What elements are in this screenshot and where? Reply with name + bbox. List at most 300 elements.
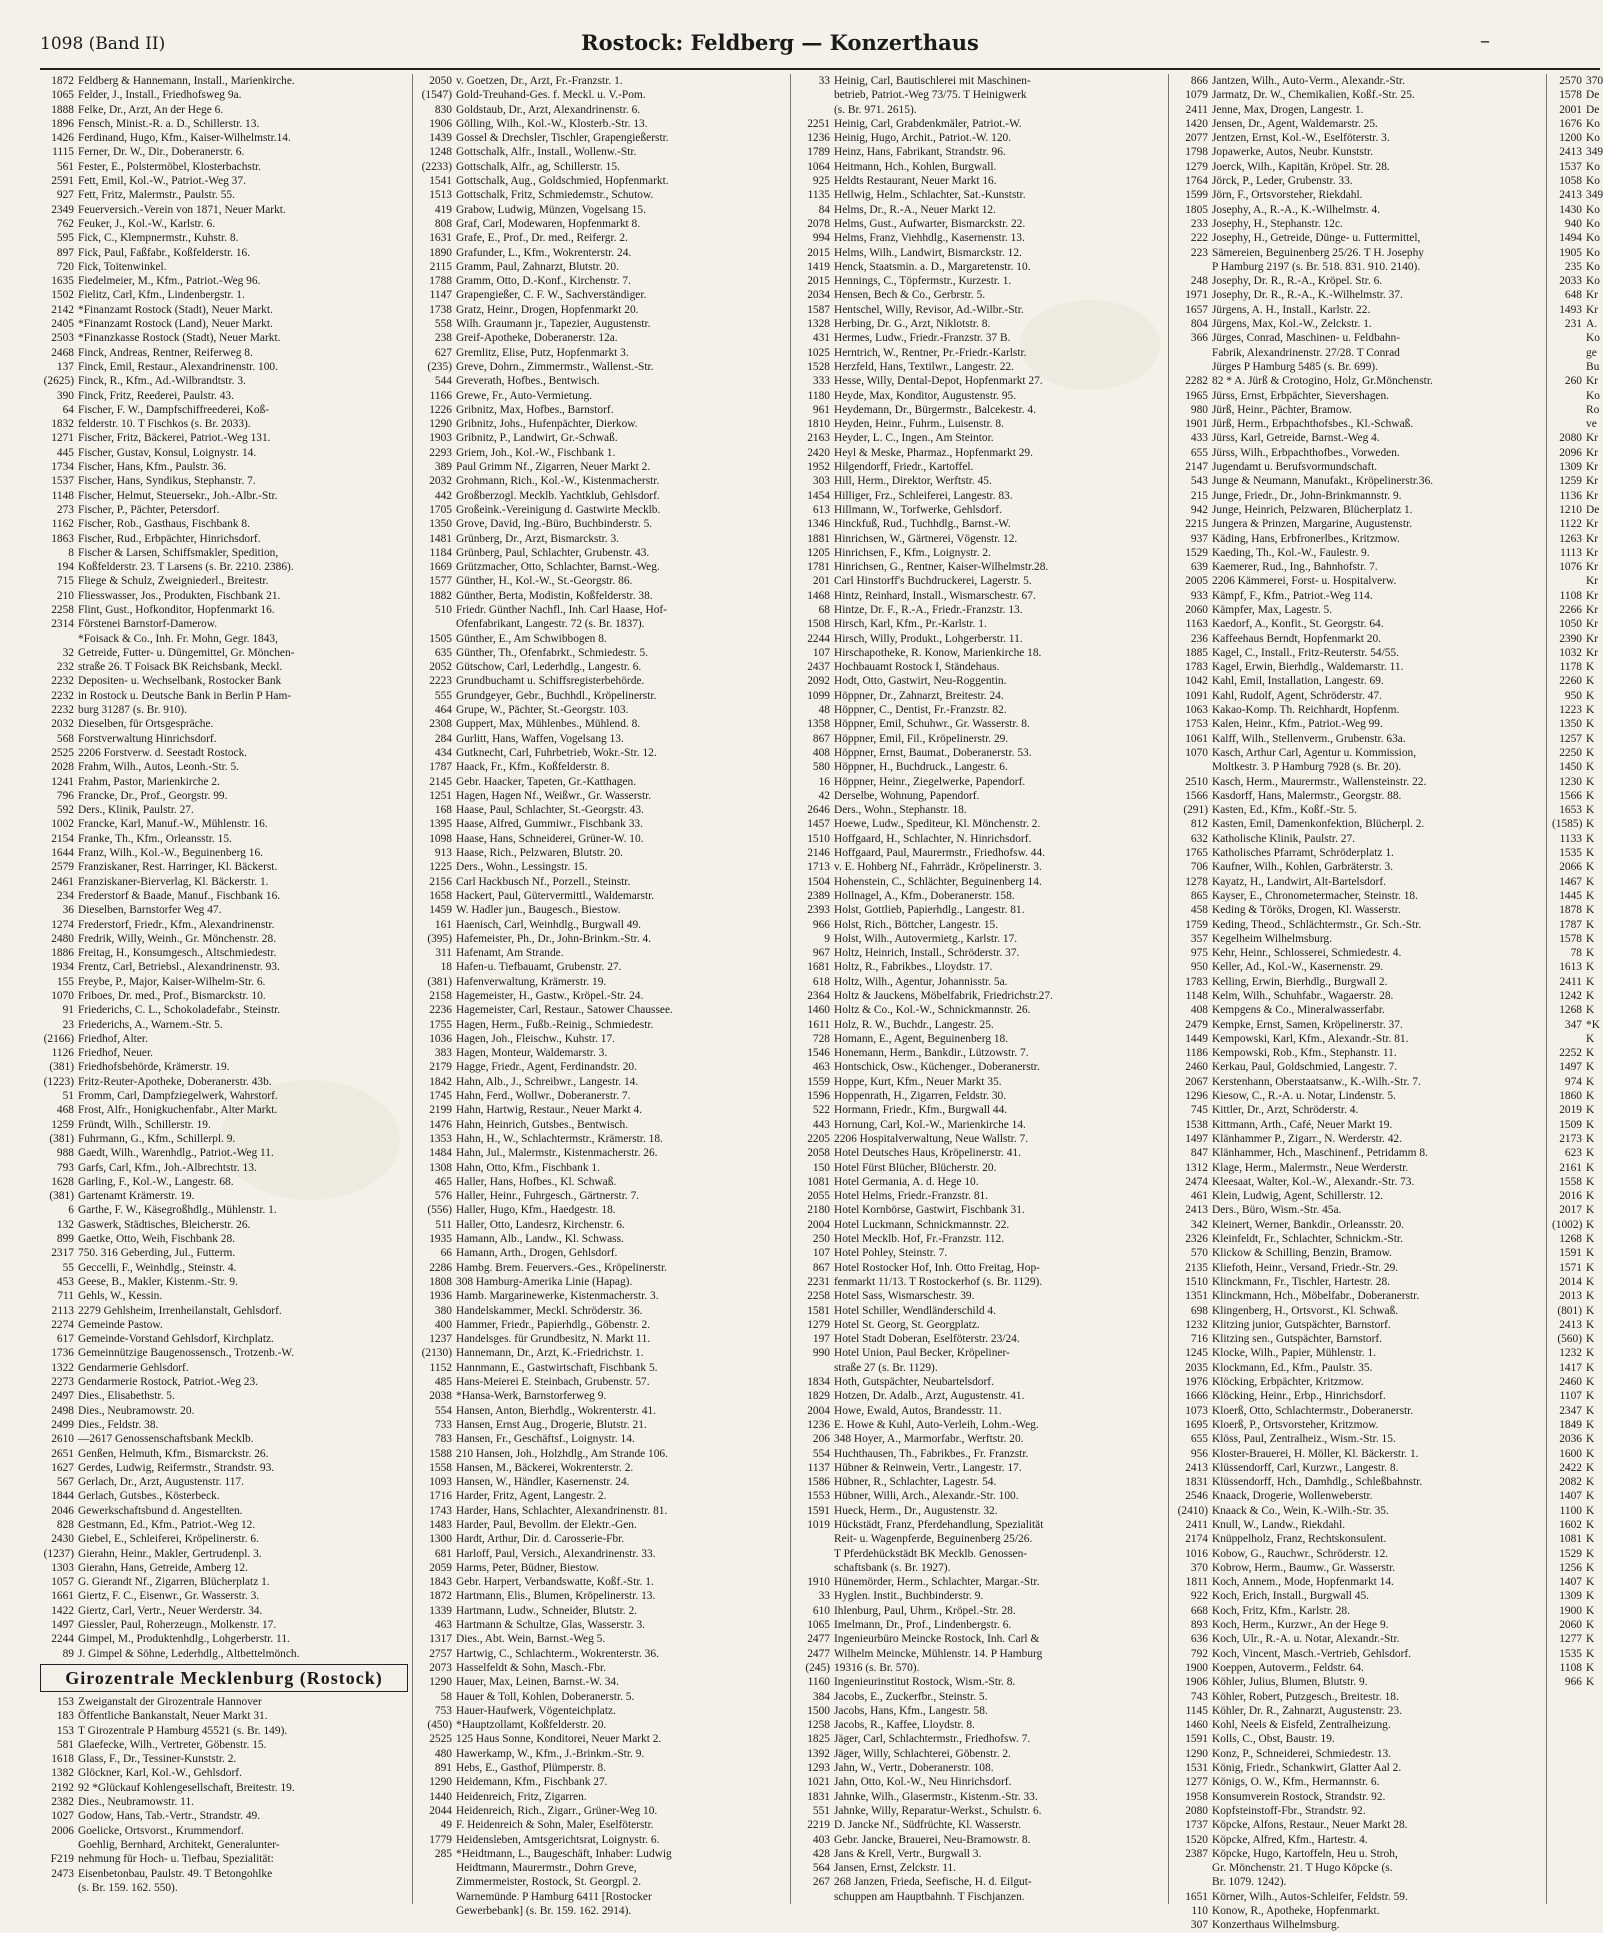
phone-number: 232 (56, 661, 74, 674)
directory-entry (418, 660, 786, 674)
directory-entry (1174, 403, 1542, 417)
directory-entry (796, 674, 1164, 688)
directory-entry (40, 574, 408, 588)
directory-entry (1552, 489, 1600, 503)
entry-text: Haller, Otto, Landesrz, Kirchenstr. 6. (456, 1218, 625, 1231)
directory-entry (1174, 1918, 1542, 1932)
phone-number: 273 (56, 503, 74, 516)
entry-text: Hahn, H., W., Schlachtermstr., Krämerstr. 18. (456, 1132, 663, 1145)
entry-text: K (1586, 1576, 1595, 1589)
directory-entry (1174, 460, 1542, 474)
entry-text: T Girozentrale P Hamburg 45521 (s. Br. 149). (78, 1724, 288, 1737)
directory-entry (418, 960, 786, 974)
entry-text: Hentschel, Willy, Revisor, Ad.-Wilbr.-Str. (834, 303, 1024, 316)
entry-text: Wilh. Graumann jr., Tapezier, Augustenstr. (456, 318, 651, 331)
directory-entry (40, 817, 408, 831)
entry-text: K (1586, 1504, 1595, 1517)
directory-entry (40, 589, 408, 603)
entry-text: Haller, Hans, Hofbes., Kl. Schwaß. (456, 1175, 617, 1188)
phone-number: 2231 (807, 1275, 830, 1288)
phone-number: 1695 (1185, 1418, 1208, 1431)
phone-number: 2156 (429, 875, 452, 888)
phone-number: 1236 (807, 1418, 830, 1431)
phone-number: 1599 (1185, 189, 1208, 202)
entry-text: Klitzing junior, Gutspächter, Barnstorf. (1212, 1318, 1391, 1331)
phone-number: 1460 (1185, 1719, 1208, 1732)
directory-entry (796, 775, 1164, 789)
entry-text: Huchthausen, Th., Fabrikbes., Fr. Franzstr. (834, 1447, 1029, 1460)
directory-entry (418, 1189, 786, 1203)
directory-entry (1174, 1675, 1542, 1689)
directory-entry (1174, 1561, 1542, 1575)
phone-number: 913 (434, 847, 452, 860)
phone-number: 2032 (429, 475, 452, 488)
phone-number: 1108 (1559, 589, 1582, 602)
phone-number: 865 (1190, 889, 1208, 902)
directory-entry (1174, 1461, 1542, 1475)
phone-number: 1808 (429, 1275, 452, 1288)
directory-entry (40, 489, 408, 503)
phone-number: 68 (818, 603, 830, 616)
directory-entry (1552, 1003, 1600, 1017)
directory-entry (796, 203, 1164, 217)
entry-text: Kr (1586, 561, 1599, 574)
phone-number: 990 (812, 1347, 830, 1360)
directory-entry (1174, 1861, 1542, 1875)
directory-entry (418, 1575, 786, 1589)
entry-text: Greve, Dohrn., Zimmermstr., Wallenst.-Str. (456, 360, 654, 373)
directory-entry (1174, 88, 1542, 102)
phone-number: 942 (1190, 503, 1208, 516)
phone-number: 183 (56, 1710, 74, 1723)
phone-number: 1783 (1185, 661, 1208, 674)
directory-entry (40, 717, 408, 731)
directory-entry (40, 1075, 408, 1089)
phone-number: 1065 (807, 1619, 830, 1632)
phone-number: 2232 (51, 689, 74, 702)
entry-text: K (1586, 1004, 1595, 1017)
directory-entry (418, 975, 786, 989)
directory-entry (418, 246, 786, 260)
phone-number: 2060 (1559, 1619, 1582, 1632)
phone-number: 2080 (1559, 432, 1582, 445)
entry-text: Reit- u. Wagenpferde, Beguinenberg 25/26. (834, 1533, 1033, 1546)
directory-entry (1174, 1003, 1542, 1017)
phone-number: 1242 (1559, 990, 1582, 1002)
entry-text: Jörn, F., Ortsvorsteher, Riekdahl. (1212, 189, 1363, 202)
entry-text: Ders., Wohn., Lessingstr. 15. (456, 861, 588, 874)
entry-text: Kerkau, Paul, Goldschmied, Langestr. 7. (1212, 1061, 1398, 1074)
phone-number: 2579 (51, 861, 74, 874)
entry-text: Hansen, Anton, Bierhdlg., Wokrenterstr. 41. (456, 1404, 657, 1417)
entry-text: K (1586, 861, 1595, 874)
entry-text: Hans-Meierei E. Steinbach, Grubenstr. 57. (456, 1376, 650, 1389)
entry-text: Koch, Fritz, Kfm., Karlstr. 28. (1212, 1604, 1350, 1617)
directory-entry (1174, 103, 1542, 117)
entry-text: Herzfeld, Hans, Textilwr., Langestr. 22. (834, 360, 1014, 373)
directory-entry (796, 274, 1164, 288)
entry-text: Kämpf, F., Kfm., Patriot.-Weg 114. (1212, 589, 1373, 602)
phone-number: 2591 (51, 175, 74, 188)
directory-entry (1174, 732, 1542, 746)
entry-text: Heinz, Hans, Fabrikant, Strandstr. 96. (834, 146, 1006, 159)
phone-number: (2166) (43, 1032, 74, 1045)
phone-number: 1591 (1559, 1247, 1582, 1260)
phone-number: 231 (1564, 318, 1582, 331)
directory-entry (40, 746, 408, 760)
directory-entry (796, 703, 1164, 717)
entry-text: Junge, Heinrich, Pelzwaren, Blücherplatz 1. (1212, 503, 1413, 516)
directory-entry (40, 1304, 408, 1318)
entry-text: Kegelheim Wilhelmsburg. (1212, 932, 1332, 945)
entry-text: Freybe, P., Major, Kaiser-Wilhelm-Str. 6. (78, 975, 266, 988)
entry-text: K (1586, 1233, 1595, 1246)
entry-text: Heldts Restaurant, Neuer Markt 16. (834, 175, 997, 188)
entry-text: Gratz, Heinr., Drogen, Hopfenmarkt 20. (456, 303, 639, 316)
directory-entry (1552, 1375, 1600, 1389)
phone-number: 1588 (429, 1447, 452, 1460)
entry-text: Höppner, C., Dentist, Fr.-Franzstr. 82. (834, 704, 1007, 717)
entry-text: Getreide, Futter- u. Düngemittel, Gr. Mönchen- (78, 646, 295, 659)
entry-text: Ko (1586, 246, 1600, 259)
directory-entry (1174, 1547, 1542, 1561)
phone-number: 1268 (1559, 1004, 1582, 1017)
phone-number: 1779 (429, 1833, 452, 1846)
directory-entry (796, 1060, 1164, 1074)
phone-number: 2250 (1559, 746, 1582, 759)
directory-entry (796, 1861, 1164, 1875)
entry-text: Hoffgaard, H., Schlachter, N. Hinrichsdorf. (834, 832, 1032, 845)
phone-number (796, 1532, 834, 1546)
directory-entry (1174, 1489, 1542, 1503)
entry-text: Klänhammer P., Zigarr., N. Werderstr. 42. (1212, 1132, 1402, 1145)
directory-entry (796, 1690, 1164, 1704)
entry-text: Haller, Hugo, Kfm., Haedgestr. 18. (456, 1204, 616, 1217)
entry-text: Knüppelholz, Franz, Rechtskonsulent. (1212, 1533, 1387, 1546)
phone-number: 32 (62, 646, 74, 659)
directory-entry (40, 1418, 408, 1432)
directory-entry (796, 1232, 1164, 1246)
phone-number: 570 (1190, 1247, 1208, 1260)
entry-text: Hillmann, W., Torfwerke, Gehlsdorf. (834, 503, 1002, 516)
entry-text: Freitag, H., Konsumgesch., Altschmiedestr. (78, 947, 277, 960)
entry-text: De (1586, 503, 1600, 516)
entry-text: Frost, Alfr., Honigkuchenfabr., Alter Markt. (78, 1104, 278, 1117)
entry-text: Konow, R., Apotheke, Hopfenmarkt. (1212, 1905, 1380, 1917)
directory-entry (1552, 760, 1600, 774)
entry-text: Fromm, Carl, Dampfziegelwerk, Wahrstorf. (78, 1090, 278, 1103)
phone-number: 1538 (1185, 1118, 1208, 1131)
directory-entry (1552, 975, 1600, 989)
directory-entry (1174, 846, 1542, 860)
phone-number: (560) (1557, 1333, 1582, 1346)
phone-number: 1036 (429, 1032, 452, 1045)
entry-text: Ders., Klinik, Paulstr. 27. (78, 804, 194, 817)
entry-text: v. E. Hohberg Nf., Fahrrädr., Kröpelinerstr. 3. (834, 861, 1042, 874)
directory-entry (1552, 1547, 1600, 1561)
directory-entry (796, 1875, 1164, 1889)
phone-number: (450) (427, 1719, 452, 1732)
directory-entry (40, 1781, 408, 1795)
directory-entry (418, 474, 786, 488)
directory-entry (796, 1189, 1164, 1203)
phone-number: 1658 (429, 889, 452, 902)
phone-number: 168 (434, 804, 452, 817)
directory-entry (1552, 174, 1600, 188)
phone-number: 564 (812, 1862, 830, 1875)
entry-text: Gewerbebank] (s. Br. 159. 162. 2914). (456, 1905, 632, 1917)
directory-entry (1174, 660, 1542, 674)
phone-number: 1137 (807, 1461, 830, 1474)
entry-text: Flint, Gust., Hofkonditor, Hopfenmarkt 16. (78, 603, 275, 616)
phone-number: 2413 (1559, 189, 1582, 202)
entry-text: Franke, Th., Kfm., Orleansstr. 15. (78, 832, 232, 845)
entry-text: Kobrow, Herm., Baumw., Gr. Wasserstr. (1212, 1561, 1396, 1574)
directory-entry (418, 1761, 786, 1775)
phone-number (1174, 346, 1212, 360)
phone-number: 1308 (429, 1161, 452, 1174)
phone-number: 419 (434, 203, 452, 216)
phone-number: 1309 (1559, 1590, 1582, 1603)
entry-text: K (1586, 961, 1595, 974)
entry-text: Jürss, Wilh., Erbpachthofbes., Vorweden. (1212, 446, 1400, 459)
directory-entry (40, 1547, 408, 1561)
phone-number: 2032 (51, 718, 74, 731)
phone-number: 1529 (1185, 546, 1208, 559)
directory-entry (1552, 589, 1600, 603)
phone-number (1552, 331, 1586, 345)
phone-number: 2080 (1185, 1804, 1208, 1817)
phone-number: 1900 (1559, 1604, 1582, 1617)
directory-entry (40, 674, 408, 688)
entry-text: Francke, Karl, Manuf.-W., Mühlenstr. 16. (78, 818, 268, 831)
entry-text: Kr (1586, 618, 1599, 631)
entry-text: Carl Hackbusch Nf., Porzell., Steinstr. (456, 875, 631, 888)
entry-text: Kahl, Rudolf, Agent, Schröderstr. 47. (1212, 689, 1382, 702)
phone-number: 1528 (807, 360, 830, 373)
directory-entry (796, 975, 1164, 989)
directory-entry (1174, 1732, 1542, 1746)
entry-text: Köpcke, Hugo, Kartoffeln, Heu u. Stroh, (1212, 1847, 1398, 1860)
directory-entry (40, 846, 408, 860)
phone-number: 408 (812, 746, 830, 759)
entry-text: Fiedelmeier, M., Kfm., Patriot.-Weg 96. (78, 275, 261, 288)
entry-text: Koch, Ulr., R.-A. u. Notar, Alexandr.-Str. (1212, 1633, 1400, 1646)
entry-text: Jürgens, Max, Kol.-W., Zelckstr. 1. (1212, 318, 1372, 331)
phone-number (796, 1890, 834, 1904)
phone-number: 1602 (1559, 1518, 1582, 1531)
directory-entry (796, 875, 1164, 889)
entry-text: Heinig, Hugo, Archit., Patriot.-W. 120. (834, 132, 1012, 145)
directory-entry (418, 145, 786, 159)
phone-number: 2413 (1185, 1461, 1208, 1474)
directory-entry (1174, 589, 1542, 603)
phone-number: 830 (434, 103, 452, 116)
directory-entry (796, 1604, 1164, 1618)
entry-text: Friedhof, Alter. (78, 1032, 148, 1045)
entry-text: Jacobs, R., Kaffee, Lloydstr. 8. (834, 1719, 975, 1732)
entry-text: Jentzen, Ernst, Kol.-W., Eselföterstr. 3. (1212, 132, 1390, 145)
directory-entry (796, 960, 1164, 974)
directory-entry (40, 217, 408, 231)
phone-number: 1091 (1185, 689, 1208, 702)
directory-entry (418, 532, 786, 546)
phone-number: 303 (812, 475, 830, 488)
phone-number: 2147 (1185, 461, 1208, 474)
directory-entry (1552, 1203, 1600, 1217)
directory-entry (1174, 1632, 1542, 1646)
phone-number: 1027 (51, 1810, 74, 1823)
directory-entry (1174, 74, 1542, 88)
phone-number: 975 (1190, 947, 1208, 960)
phone-number: 1734 (51, 461, 74, 474)
directory-entry (1174, 1761, 1542, 1775)
entry-text: Hafenverwaltung, Krämerstr. 19. (456, 975, 607, 988)
phone-number: 1831 (807, 1790, 830, 1803)
directory-entry (418, 1461, 786, 1475)
directory-entry (1174, 1847, 1542, 1861)
phone-number: 2651 (51, 1447, 74, 1460)
directory-entry (796, 1461, 1164, 1475)
phone-number: 655 (1190, 1433, 1208, 1446)
entry-text: Klöss, Paul, Zentralheiz., Wism.-Str. 15. (1212, 1433, 1396, 1446)
phone-number: 1493 (1559, 303, 1582, 316)
directory-entry (796, 1589, 1164, 1603)
phone-number: 581 (56, 1738, 74, 1751)
directory-entry (796, 1103, 1164, 1117)
entry-text: K (1586, 718, 1595, 731)
entry-text: Ko (1586, 232, 1600, 245)
directory-entry (1174, 389, 1542, 403)
phone-number: 1277 (1185, 1776, 1208, 1789)
directory-entry (418, 703, 786, 717)
entry-text: Fischer, Rob., Gasthaus, Fischbank 8. (78, 518, 250, 531)
entry-text: Francke, Dr., Prof., Georgstr. 99. (78, 789, 228, 802)
phone-number: 891 (434, 1762, 452, 1775)
entry-text: K (1586, 1104, 1595, 1117)
entry-text: Giebel, E., Schleiferei, Kröpelinerstr. 6. (78, 1533, 259, 1546)
phone-number: 613 (812, 503, 830, 516)
phone-number: 1611 (807, 1018, 830, 1031)
entry-text: Fischer & Larsen, Schiffsmakler, Spedition, (78, 546, 279, 559)
directory-entry (40, 1475, 408, 1489)
phone-number: 1430 (1559, 203, 1582, 216)
phone-number: 2019 (1559, 1104, 1582, 1117)
phone-number: 2161 (1559, 1161, 1582, 1174)
phone-number: 1860 (1559, 1090, 1582, 1103)
directory-entry (1552, 746, 1600, 760)
directory-entry (418, 1232, 786, 1246)
directory-entry (40, 660, 408, 674)
phone-number: 1736 (51, 1347, 74, 1360)
entry-text: Hilgendorff, Friedr., Kartoffel. (834, 461, 974, 474)
directory-entry (418, 274, 786, 288)
directory-entry (40, 532, 408, 546)
directory-entry (1552, 1046, 1600, 1060)
entry-text: K (1586, 1518, 1595, 1531)
phone-number: 2038 (429, 1390, 452, 1403)
phone-number: 1057 (51, 1576, 74, 1589)
entry-text: *Finanzkasse Rostock (Stadt), Neuer Markt. (78, 332, 281, 345)
phone-number: 592 (56, 804, 74, 817)
directory-entry (796, 1561, 1164, 1575)
directory-entry (418, 1046, 786, 1060)
phone-number: 1210 (1559, 503, 1582, 516)
directory-entry (1552, 918, 1600, 932)
directory-entry (796, 1647, 1164, 1661)
entry-text: K (1586, 1404, 1595, 1417)
phone-number: 568 (56, 732, 74, 745)
entry-text: K (1586, 818, 1595, 831)
entry-text: K (1586, 1661, 1595, 1674)
entry-text: Klinckmann, Hch., Möbelfabr., Doberanerstr. (1212, 1290, 1420, 1303)
phone-number: (291) (1183, 804, 1208, 817)
phone-number: 2477 (807, 1633, 830, 1646)
directory-entry (1552, 803, 1600, 817)
phone-number: 1510 (1185, 1275, 1208, 1288)
phone-number: 1184 (429, 546, 452, 559)
entry-text: Ko (1586, 117, 1600, 130)
entry-text: Köhler, Julius, Blumen, Blutstr. 9. (1212, 1676, 1368, 1689)
entry-text: Josephy, A., R.-A., K.-Wilhelmstr. 4. (1212, 203, 1381, 216)
entry-text: Hagen, Joh., Fleischw., Kuhstr. 17. (456, 1032, 616, 1045)
phone-number: 639 (1190, 561, 1208, 574)
entry-text: Hafemeister, Ph., Dr., John-Brinkm.-Str. 4. (456, 932, 652, 945)
phone-number: 1350 (1559, 718, 1582, 731)
directory-entry (418, 1346, 786, 1360)
directory-entry (418, 1790, 786, 1804)
phone-number: 1133 (1559, 832, 1582, 845)
directory-entry (40, 160, 408, 174)
directory-entry (1552, 946, 1600, 960)
column-4 (1174, 74, 1542, 1932)
phone-number: 554 (434, 1404, 452, 1417)
phone-number: 1872 (429, 1590, 452, 1603)
phone-number: 260 (1564, 375, 1582, 388)
entry-text: Hinckfuß, Rud., Tuchhdlg., Barnst.-W. (834, 518, 1011, 531)
entry-text: Hahn, Ferd., Wollwr., Doberanerstr. 7. (456, 1090, 631, 1103)
phone-number: 1251 (429, 789, 452, 802)
directory-entry (418, 1404, 786, 1418)
phone-number: 1145 (1185, 1704, 1208, 1717)
phone-number: 18 (440, 961, 452, 974)
phone-number: 250 (812, 1233, 830, 1246)
entry-text: Ingenieurinstitut Rostock, Wism.-Str. 8. (834, 1676, 1016, 1689)
directory-entry (418, 1861, 786, 1875)
phone-number: 2205 (807, 1132, 830, 1145)
directory-entry (796, 1175, 1164, 1189)
directory-entry (796, 231, 1164, 245)
entry-text: Hollnagel, A., Kfm., Doberanerstr. 158. (834, 889, 1015, 902)
directory-entry (418, 1804, 786, 1818)
directory-entry (1552, 1318, 1600, 1332)
entry-text: Heitmann, Hch., Kohlen, Burgwall. (834, 160, 997, 173)
entry-text: Hotel Schiller, Wendländerschild 4. (834, 1304, 996, 1317)
entry-text: Heinig, Carl, Grabdenkmäler, Patriot.-W. (834, 117, 1022, 130)
phone-number: 2525 (429, 1733, 452, 1746)
entry-text: Hamann, Arth., Drogen, Gehlsdorf. (456, 1247, 618, 1260)
directory-entry (1174, 1718, 1542, 1732)
entry-text: Holtz & Jauckens, Möbelfabrik, Friedrichstr.27. (834, 990, 1053, 1002)
entry-text: Finck, Andreas, Rentner, Reiferweg 8. (78, 346, 253, 359)
entry-text: Geese, B., Makler, Kistenm.-Str. 9. (78, 1275, 238, 1288)
entry-text: Jürgens, A. H., Install., Karlstr. 22. (1212, 303, 1371, 316)
phone-number: 347 (1564, 1018, 1582, 1031)
phone-number: 1445 (1559, 889, 1582, 902)
phone-number: 442 (434, 489, 452, 502)
directory-entry (796, 1675, 1164, 1689)
directory-entry (796, 1518, 1164, 1532)
